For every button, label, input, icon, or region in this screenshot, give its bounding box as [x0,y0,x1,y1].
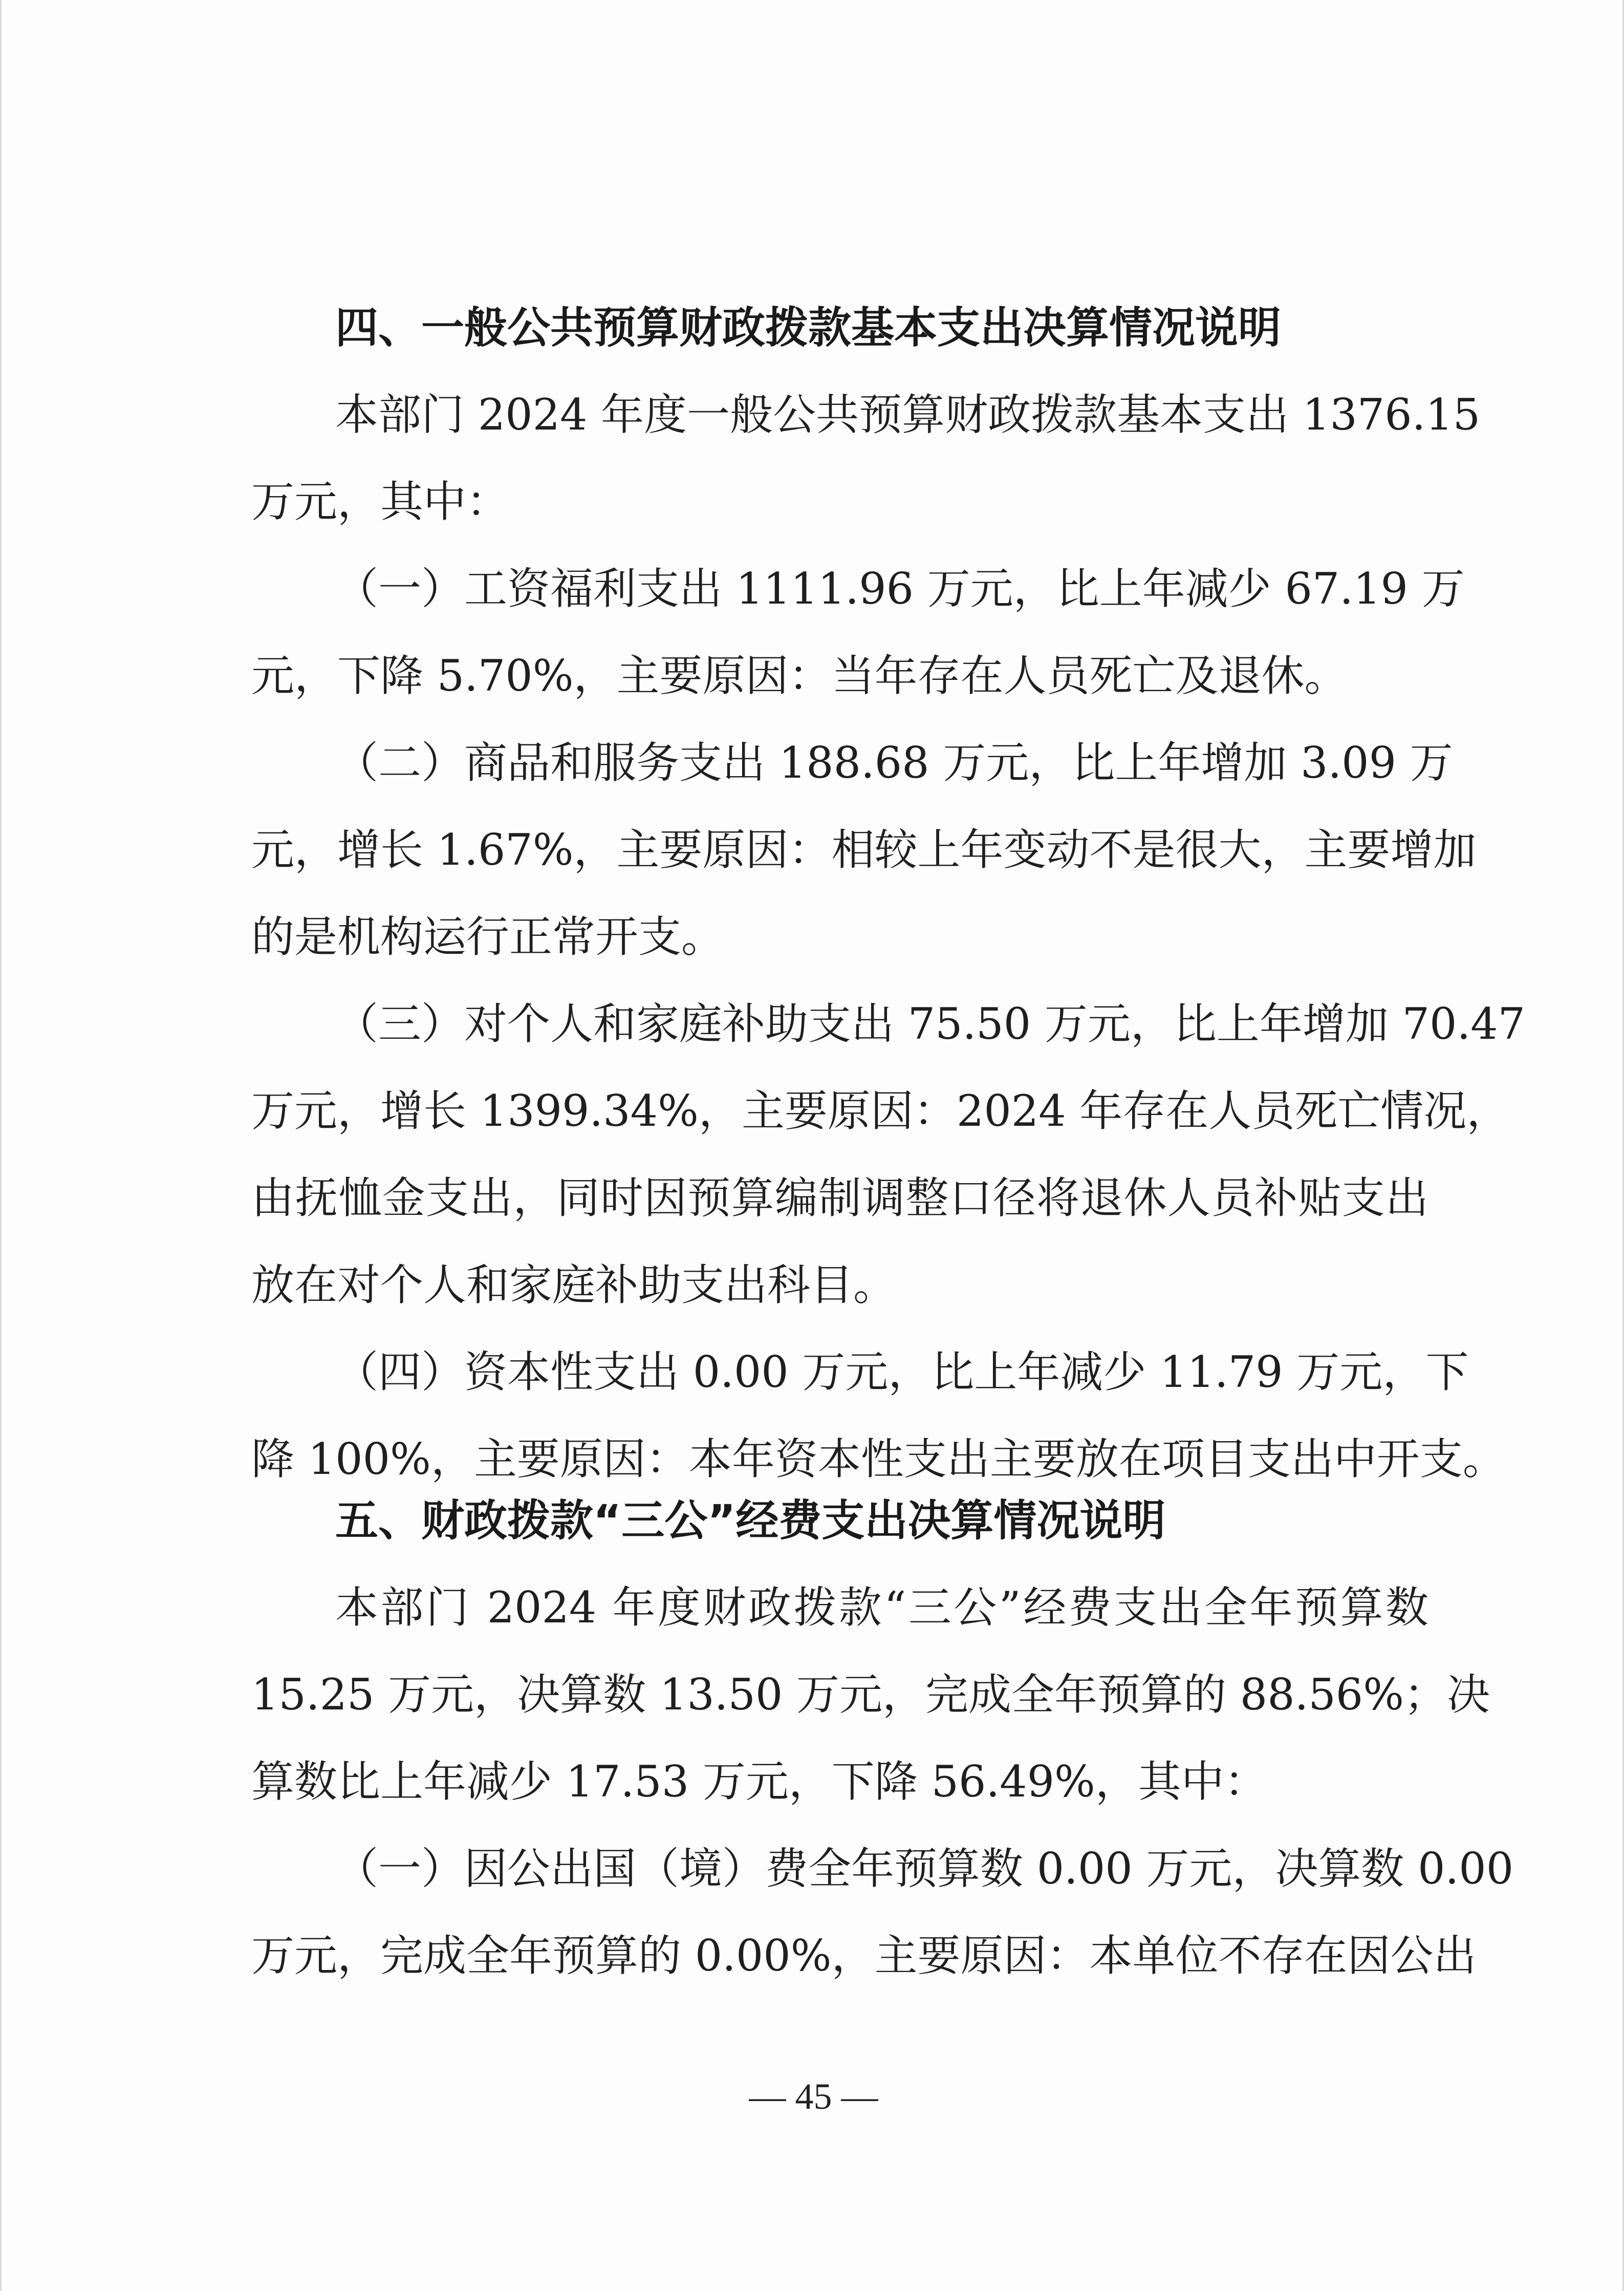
section-4-item-3-line-2: 万元，增长 1399.34%，主要原因：2024 年存在人员死亡情况， [251,1086,1510,1136]
section-4-item-2-line-2: 元，增长 1.67%，主要原因：相较上年变动不是很大，主要增加 [251,825,1477,875]
section-4-item-4-line-2: 降 100%，主要原因：本年资本性支出主要放在项目支出中开支。 [251,1434,1506,1484]
section-5-item-1-line-2: 万元，完成全年预算的 0.00%，主要原因：本单位不存在因公出 [251,1931,1477,1981]
section-4-item-1-line-1: （一）工资福利支出 1111.96 万元，比上年减少 67.19 万 [335,564,1465,614]
section-5-intro-line-3: 算数比上年减少 17.53 万元，下降 56.49%，其中： [251,1757,1267,1807]
section-4-item-2-line-1: （二）商品和服务支出 188.68 万元，比上年增加 3.09 万 [335,738,1453,788]
section-4-intro-line-2: 万元，其中： [251,477,510,527]
section-4-intro-line-1: 本部门 2024 年度一般公共预算财政拨款基本支出 1376.15 [335,390,1481,440]
section-5-intro-line-1: 本部门 2024 年度财政拨款“三公”经费支出全年预算数 [335,1582,1428,1633]
section-4-item-3-line-3: 由抚恤金支出，同时因预算编制调整口径将退休人员补贴支出 [251,1173,1428,1223]
section-5-intro-line-2: 15.25 万元，决算数 13.50 万元，完成全年预算的 88.56%；决 [251,1669,1490,1720]
section-5-heading: 五、财政拨款“三公”经费支出决算情况说明 [335,1495,1166,1546]
section-4-item-1-line-2: 元，下降 5.70%，主要原因：当年存在人员死亡及退休。 [251,651,1348,701]
section-4-item-3-line-1: （三）对个人和家庭补助支出 75.50 万元，比上年增加 70.47 [335,999,1526,1049]
section-4-item-4-line-1: （四）资本性支出 0.00 万元，比上年减少 11.79 万元，下 [335,1347,1469,1397]
section-4-heading: 四、一般公共预算财政拨款基本支出决算情况说明 [335,303,1282,353]
section-5-item-1-line-1: （一）因公出国（境）费全年预算数 0.00 万元，决算数 0.00 [335,1844,1514,1894]
section-4-item-3-line-4: 放在对个人和家庭补助支出科目。 [251,1260,897,1310]
page-number: — 45 — [749,2076,878,2117]
section-4-item-2-line-3: 的是机构运行正常开支。 [251,912,725,962]
